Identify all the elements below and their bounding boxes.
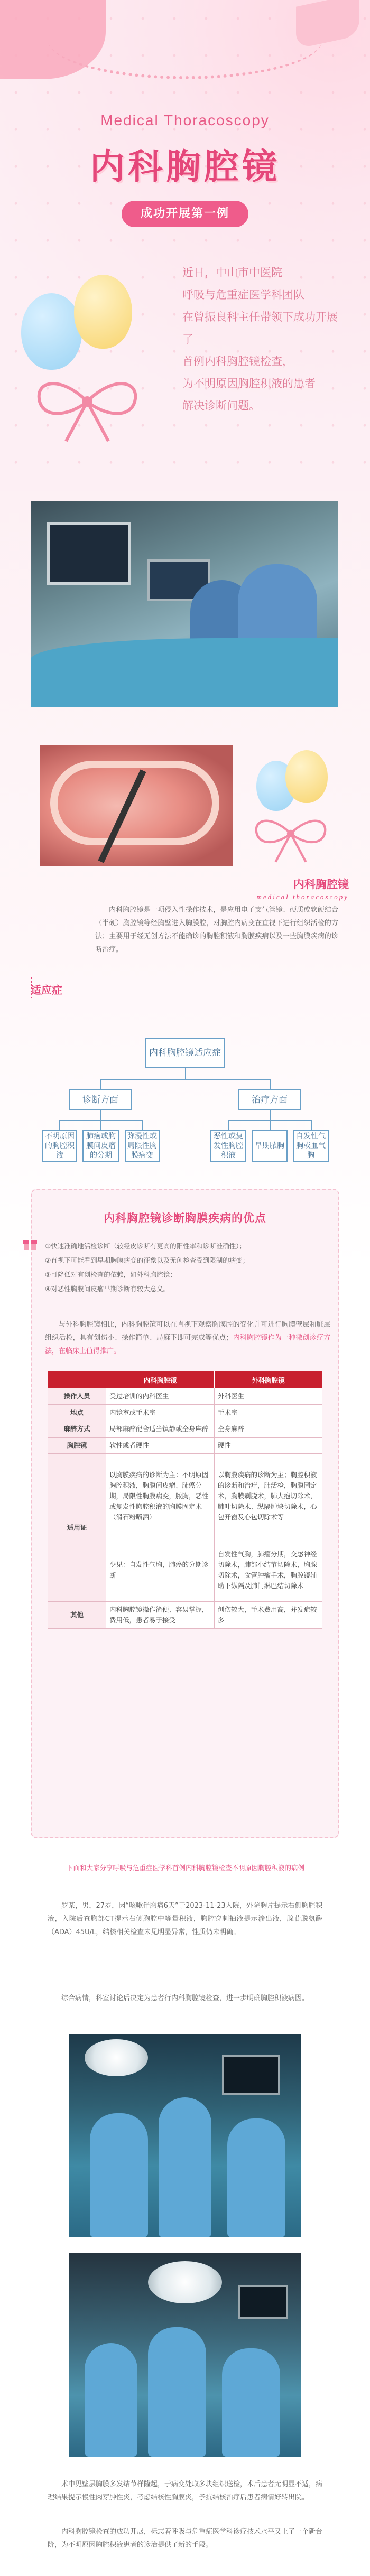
table-cell: 全身麻醉 xyxy=(215,1421,322,1438)
row-header: 地点 xyxy=(48,1405,106,1421)
surgeon-figure xyxy=(227,2118,285,2237)
diagram-connector xyxy=(142,1120,143,1130)
diagram-connector xyxy=(270,1079,271,1089)
diagram-leaf-node: 恶性或复发性胸腔积液 xyxy=(210,1130,246,1162)
list-item: ②直视下可能看到早期胸膜病变的征象以及无创检查受到限制的病变； xyxy=(45,1256,249,1264)
closing-paragraph: 术中见壁层胸膜多发结节样隆起，于病变处取多块组织送检，术后患者无明显不适，病理结果提示慢性肉芽肿性炎，考虑结核性胸膜炎，予抗结核治疗后患者病情好转出院。 xyxy=(48,2480,323,2502)
diagram-leaf-node: 自发性气胸或血气胸 xyxy=(293,1130,329,1162)
diagram-connector xyxy=(185,1068,186,1079)
bow-ribbon-icon xyxy=(248,811,333,864)
table-cell: 内科胸腔镜操作简便、容易掌握，费用低，患者易于接受 xyxy=(106,1602,215,1629)
page-title: 内科胸腔镜 xyxy=(90,146,280,187)
comparison-paragraph xyxy=(45,1318,330,1358)
monitor-screen xyxy=(238,2285,288,2319)
paragraph-text: 与外科胸腔镜相比，内科胸腔镜可以在直视下观察胸膜腔的变化并可进行胸膜壁层和脏层组织活检，具有创伤小、操作简单、局麻下即可完成等优点； xyxy=(45,1321,330,1342)
procedure-photo xyxy=(69,2253,301,2457)
highlight-text: 内科胸腔镜作为一种微创诊疗方法，在临床上值得推广。 xyxy=(45,1334,330,1355)
thoracoscope-illustration xyxy=(40,745,233,866)
list-item: ①快速准确地活检诊断（较经皮诊断有更高的阳性率和诊断准确性）； xyxy=(45,1242,246,1250)
table-cell: 以胸膜疾病的诊断为主：不明原因胸腔积液，胸膜间皮瘤、肺癌分期，局限性胸膜病变，脓胸，恶性或复发性胸腔积液的胸膜固定术（滑石粉喷洒） xyxy=(106,1454,215,1538)
table-cell: 局部麻醉配合适当镇静或全身麻醉 xyxy=(106,1421,215,1438)
monitor-screen xyxy=(47,522,131,585)
intro-line: 近日，中山市中医院 xyxy=(182,266,282,279)
diagram-connector xyxy=(100,1079,101,1089)
gift-icon xyxy=(22,1236,38,1252)
table-cell: 自发性气胸，肺癌分期，交感神经切除术，肺部小结节切除术，胸腺切除术，食管肿瘤手术，胸腔镜辅助下纵隔及肺门淋巴结切除术 xyxy=(215,1538,322,1602)
table-cell: 受过培训的内科医生 xyxy=(106,1388,215,1405)
list-item: ④对恶性胸膜间皮瘤早期诊断有较大意义。 xyxy=(45,1285,170,1293)
diagram-branch-node: 诊断方面 xyxy=(69,1089,132,1110)
subtitle-badge: 成功开展第一例 xyxy=(122,201,248,227)
table-cell: 内镜室或手术室 xyxy=(106,1405,215,1421)
diagram-connector xyxy=(270,1120,271,1130)
surgeon-figure xyxy=(222,2348,280,2457)
table-cell: 外科医生 xyxy=(215,1388,322,1405)
table-cell: 创伤较大，手术费用高，并发症较多 xyxy=(215,1602,322,1629)
case-intro-highlight: 下面和大家分享呼吸与危重症医学科首例内科胸腔镜检查不明原因胸腔积液的病例 xyxy=(66,1864,304,1872)
table-header: 内科胸腔镜 xyxy=(106,1371,215,1388)
comparison-table xyxy=(48,1371,322,1629)
list-item: ③可降低对有创检查的依赖，如外科胸腔镜； xyxy=(45,1271,177,1278)
intro-text xyxy=(182,262,341,417)
diagram-connector xyxy=(100,1079,270,1080)
diagram-leaf-node: 肺癌或胸膜间皮瘤的分期 xyxy=(82,1130,119,1162)
pleural-cavity-shape xyxy=(50,761,219,845)
diagram-connector xyxy=(270,1110,271,1120)
intro-line: 在曾振良科主任带领下成功开展了 xyxy=(182,311,338,346)
table-row xyxy=(48,1438,322,1454)
diagram-connector xyxy=(311,1120,312,1130)
diagram-leaf-node: 早期脓胸 xyxy=(252,1130,288,1162)
table-row xyxy=(48,1421,322,1438)
blue-balloon-icon xyxy=(21,293,82,370)
diagram-connector xyxy=(59,1120,60,1130)
diagram-leaf-node: 弥漫性或局限性胸膜病变 xyxy=(125,1130,160,1162)
diagram-connector xyxy=(100,1110,101,1120)
intro-line: 解决诊断问题。 xyxy=(182,399,260,412)
intro-line: 为不明原因胸腔积液的患者 xyxy=(182,377,316,390)
monitor-screen xyxy=(222,2055,280,2095)
surgeon-figure xyxy=(90,2113,148,2237)
intro-line: 呼吸与危重症医学科团队 xyxy=(182,288,304,301)
figure-caption-english: medical thoracoscopy xyxy=(256,893,349,901)
surgical-drape xyxy=(31,638,338,707)
diagram-branch-node: 治疗方面 xyxy=(238,1089,301,1110)
surgeon-figure xyxy=(148,2327,206,2457)
diagram-connector xyxy=(100,1120,101,1130)
row-header: 操作人员 xyxy=(48,1388,106,1405)
table-cell: 以胸膜疾病的诊断为主；胸腔积液的诊断和治疗，肺活检，胸膜固定术，胸膜剥脱术，肺大疱切除术，肺叶切除术、纵隔肿块切除术，心包开窗及心包切除术等 xyxy=(215,1454,322,1538)
diagram-root-node: 内科胸腔镜适应症 xyxy=(145,1038,225,1068)
table-row xyxy=(48,1388,322,1405)
intro-paragraph: 内科胸腔镜是一项侵入性操作技术，是应用电子支气管镜、硬质或软硬结合（半硬）胸腔镜等经胸壁进入胸膜腔，对胸腔内病变在直视下进行组织活检的方法；主要用于经无创方法不能确诊的胸腔积液和胸膜疾病以及一些胸膜疾病的诊断治疗。 xyxy=(95,906,338,954)
table-cell: 硬性 xyxy=(215,1438,322,1454)
table-cell: 软性或者硬性 xyxy=(106,1438,215,1454)
table-row xyxy=(48,1602,322,1629)
table-row xyxy=(48,1454,322,1538)
yellow-balloon-icon xyxy=(74,275,132,349)
section-heading: 内科胸腔镜诊断胸膜疾病的优点 xyxy=(104,1212,266,1225)
surgical-lamp xyxy=(85,2039,148,2076)
operating-room-photo xyxy=(31,501,338,707)
diagram-leaf-node: 不明原因的胸腔积液 xyxy=(42,1130,77,1162)
yellow-balloon-icon xyxy=(285,750,328,803)
table-header xyxy=(48,1371,106,1388)
bow-ribbon-icon xyxy=(29,370,145,444)
row-header: 胸腔镜 xyxy=(48,1438,106,1454)
table-header-row xyxy=(48,1371,322,1388)
diagram-connector xyxy=(228,1120,229,1130)
table-header: 外科胸腔镜 xyxy=(215,1371,322,1388)
case-paragraph: 罗某，男，27岁，因“咳嗽伴胸痛6天”于2023-11-23入院，外院胸片提示右侧胸腔积液，入院后查胸部CT提示右侧胸腔中等量积液，胸腔穿刺抽液提示渗出液，腺苷脱氨酶（ADA）45U/L，结核相关检查未见明显异常，性质仍未明确。 xyxy=(48,1902,322,1936)
figure-caption: 内科胸腔镜 xyxy=(293,878,349,891)
surgeon-figure xyxy=(159,2097,211,2237)
row-header: 麻醉方式 xyxy=(48,1421,106,1438)
advantages-list xyxy=(45,1239,330,1296)
procedure-photo xyxy=(69,2034,301,2237)
row-header: 适用证 xyxy=(48,1454,106,1602)
case-paragraph: 综合病情，科室讨论后决定为患者行内科胸腔镜检查，进一步明确胸腔积液病因。 xyxy=(61,1994,309,2002)
section-heading: 适应症 xyxy=(31,984,62,996)
row-header: 其他 xyxy=(48,1602,106,1629)
surgical-lamp xyxy=(148,2261,222,2303)
ribbon-decoration xyxy=(48,0,322,79)
hero-banner xyxy=(0,0,370,491)
closing-paragraph: 内科胸腔镜检查的成功开展，标志着呼吸与危重症医学科诊疗技术水平又上了一个新台阶，为不明原因胸腔积液患者的诊治提供了新的手段。 xyxy=(48,2528,323,2549)
table-row xyxy=(48,1405,322,1421)
table-cell: 少见：自发性气胸，肺癌的分期诊断 xyxy=(106,1538,215,1602)
surgeon-figure xyxy=(85,2343,137,2457)
table-cell: 手术室 xyxy=(215,1405,322,1421)
intro-line: 首例内科胸腔镜检查， xyxy=(182,355,293,368)
english-title: Medical Thoracoscopy xyxy=(100,112,270,128)
